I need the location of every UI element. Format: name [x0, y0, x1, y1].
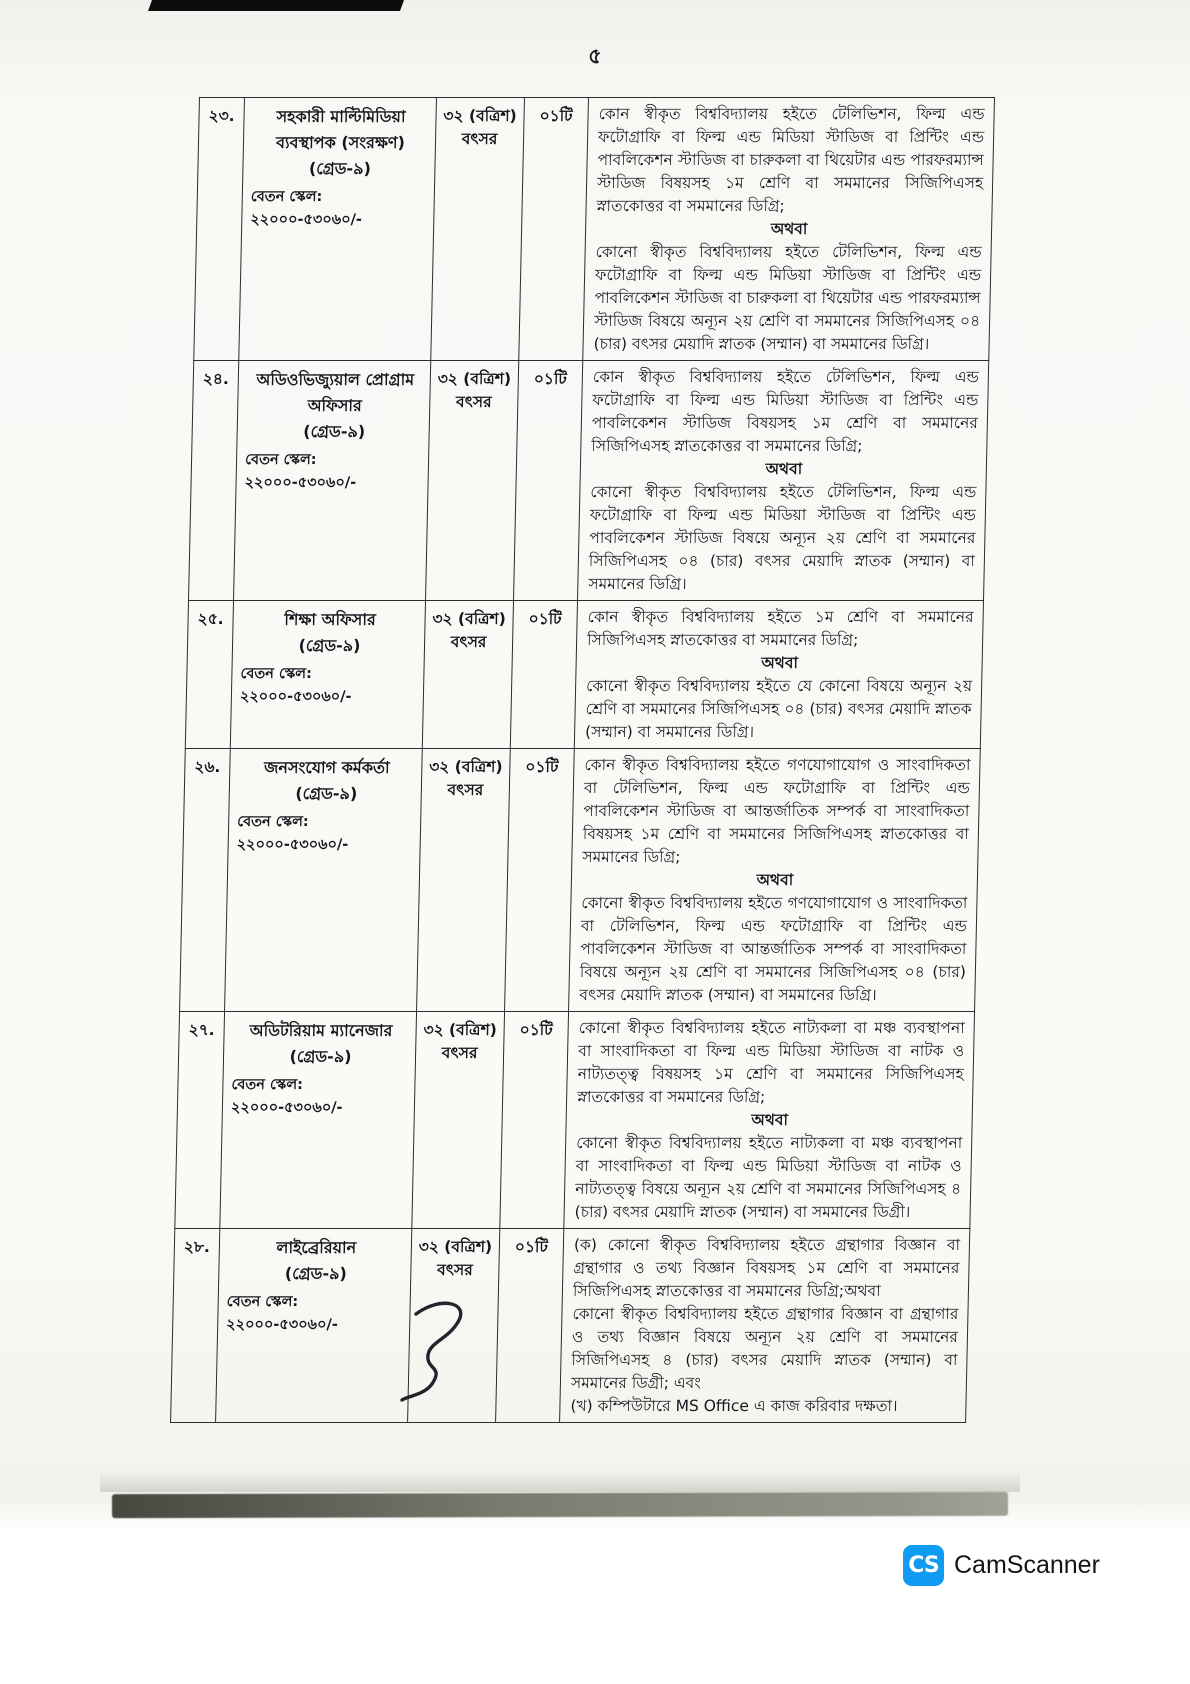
- table-row: [171, 1229, 970, 1423]
- age-cell: ৩২ (বত্রিশ) বৎসর: [422, 601, 513, 749]
- post-title: অডিওভিজ্যুয়াল প্রোগ্রাম অফিসার (গ্রেড-৯): [256, 370, 415, 441]
- serial-cell: ২৪.: [189, 361, 239, 601]
- post-count-cell: ০১টি: [500, 1012, 569, 1229]
- age-cell: ৩২ (বত্রিশ) বৎসর: [408, 1229, 500, 1423]
- post-count-cell: ০১টি: [496, 1229, 564, 1423]
- scan-shadow-bar: [112, 1492, 1008, 1518]
- pay-scale: বেতন স্কেল: ২২০০০-৫৩০৬০/-: [250, 189, 363, 228]
- serial-cell: ২৭.: [175, 1012, 225, 1229]
- qualification-text: (ক) কোনো স্বীকৃত বিশ্ববিদ্যালয় হইতে গ্রন্থাগার বিজ্ঞান বা গ্রন্থাগার ও তথ্য বিজ্ঞান বিষয়সহ ১ম শ্রেণি বা সমমানের সিজিপিএসহ স্নাতকোত্তর বা সমমানের ডিগ্রি;অথবা: [572, 1236, 961, 1300]
- or-separator: অথবা: [761, 654, 799, 672]
- post-cell: [230, 601, 425, 749]
- qualification-text: কোন স্বীকৃত বিশ্ববিদ্যালয় হইতে ১ম শ্রেণি বা সমমানের সিজিপিএসহ স্নাতকোত্তর বা সমমানের ডিগ্রি;: [586, 608, 974, 649]
- serial-cell: ২৮.: [171, 1229, 220, 1423]
- post-cell: [220, 1012, 417, 1229]
- post-count-cell: ০১টি: [514, 361, 583, 601]
- camscanner-wordmark: CamScanner: [954, 1551, 1100, 1579]
- age-cell: ৩২ (বত্রিশ) বৎসর: [431, 98, 525, 361]
- qualification-text: কোনো স্বীকৃত বিশ্ববিদ্যালয় হইতে টেলিভিশন, ফিল্ম এন্ড ফটোগ্রাফি বা ফিল্ম এন্ড মিডিয়া স্টাডিজ বা প্রিন্টিং এন্ড পাবলিকেশন স্টাডিজ বিষয়ে অন্যূন ২য় শ্রেণি বা সমমানের সিজিপিএসহ ০৪ (চার) বৎসর মেয়াদি স্নাতক (সম্মান) বা সমমানের ডিগ্রি।: [588, 483, 977, 593]
- qualification-text: কোনো স্বীকৃত বিশ্ববিদ্যালয় হইতে যে কোনো বিষয়ে অন্যূন ২য় শ্রেণি বা সমমানের সিজিপিএসহ ০৪ (চার) বৎসর মেয়াদি স্নাতক (সম্মান) বা সমমানের ডিগ্রি।: [584, 677, 973, 741]
- pay-scale: বেতন স্কেল: ২২০০০-৫৩০৬০/-: [244, 452, 357, 491]
- age-cell: ৩২ (বত্রিশ) বৎসর: [412, 1012, 505, 1229]
- pay-scale: বেতন স্কেল: ২২০০০-৫৩০৬০/-: [230, 1077, 343, 1116]
- post-cell: [234, 361, 431, 601]
- pay-scale: বেতন স্কেল: ২২০০০-৫৩০৬০/-: [236, 814, 349, 853]
- or-separator: অথবা: [751, 1111, 789, 1129]
- post-cell: [239, 98, 437, 361]
- qualification-cell: [560, 1229, 970, 1423]
- qualification-text: কোনো স্বীকৃত বিশ্ববিদ্যালয় হইতে নাট্যকলা বা মঞ্চ ব্যবস্থাপনা বা সাংবাদিকতা বা ফিল্ম এন্ড মিডিয়া স্টাডিজ বা নাটক ও নাট্যতত্ত্ব বিষয়ে অন্যূন ২য় শ্রেণি বা সমমানের সিজিপিএসহ ৪ (চার) বৎসর মেয়াদি স্নাতক (সম্মান) বা সমমানের ডিগ্রী।: [574, 1134, 963, 1221]
- serial-cell: ২৩.: [194, 98, 245, 361]
- qualification-text: কোনো স্বীকৃত বিশ্ববিদ্যালয় হইতে টেলিভিশন, ফিল্ম এন্ড ফটোগ্রাফি বা ফিল্ম এন্ড মিডিয়া স্টাডিজ বা প্রিন্টিং এন্ড পাবলিকেশন স্টাডিজ বা চারুকলা বা থিয়েটার এন্ড পারফরম্যান্স স্টাডিজ বিষয়ে অন্যূন ২য় শ্রেণি বা সমমানের সিজিপিএসহ ০৪ (চার) বৎসর মেয়াদি স্নাতক (সম্মান) বা সমমানের ডিগ্রি।: [593, 243, 982, 353]
- or-separator: অথবা: [770, 220, 808, 238]
- post-cell: [225, 749, 423, 1012]
- job-positions-table: [170, 97, 994, 1423]
- qualification-text: কোনো স্বীকৃত বিশ্ববিদ্যালয় হইতে গ্রন্থাগার বিজ্ঞান বা গ্রন্থাগার ও তথ্য বিজ্ঞান বিষয়ে অন্যূন ২য় শ্রেণি বা সমমানের সিজিপিএসহ ৪ (চার) বৎসর মেয়াদি স্নাতক (সম্মান) বা সমমানের ডিগ্রী; এবং: [570, 1305, 959, 1392]
- qualification-text: কোন স্বীকৃত বিশ্ববিদ্যালয় হইতে টেলিভিশন, ফিল্ম এন্ড ফটোগ্রাফি বা ফিল্ম এন্ড মিডিয়া স্টাডিজ বা প্রিন্টিং এন্ড পাবলিকেশন স্টাডিজ বিষয়সহ ১ম শ্রেণি বা সমমানের সিজিপিএসহ স্নাতকোত্তর বা সমমানের ডিগ্রি;: [591, 368, 980, 455]
- scan-shadow: [100, 1470, 1020, 1492]
- qualification-cell: [569, 749, 981, 1012]
- table-row: [185, 601, 983, 749]
- post-title: সহকারী মাল্টিমিডিয়া ব্যবস্থাপক (সংরক্ষণ) (গ্রেড-৯): [275, 107, 406, 178]
- qualification-cell: [574, 601, 983, 749]
- post-count-cell: ০১টি: [510, 601, 577, 749]
- table-row: [189, 361, 989, 601]
- qualification-text: (খ) কম্পিউটারে MS Office এ কাজ করিবার দক্ষতা।: [570, 1397, 898, 1415]
- age-cell: ৩২ (বত্রিশ) বৎসর: [417, 749, 511, 1012]
- table-row: [175, 1012, 975, 1229]
- qualification-cell: [578, 361, 989, 601]
- pay-scale: বেতন স্কেল: ২২০০০-৫৩০৬০/-: [226, 1294, 338, 1333]
- post-cell: [216, 1229, 412, 1423]
- qualification-cell: [564, 1012, 975, 1229]
- post-title: জনসংযোগ কর্মকর্তা (গ্রেড-৯): [263, 758, 390, 803]
- table-row: [194, 98, 995, 361]
- post-title: লাইব্রেরিয়ান (গ্রেড-৯): [276, 1238, 357, 1283]
- post-title: শিক্ষা অফিসার (গ্রেড-৯): [284, 610, 376, 655]
- qualification-cell: [583, 98, 995, 361]
- age-cell: ৩২ (বত্রিশ) বৎসর: [426, 361, 519, 601]
- camscanner-logo-icon: CS: [903, 1545, 944, 1586]
- qualification-text: কোন স্বীকৃত বিশ্ববিদ্যালয় হইতে টেলিভিশন, ফিল্ম এন্ড ফটোগ্রাফি বা ফিল্ম এন্ড মিডিয়া স্টাডিজ বা প্রিন্টিং এন্ড পাবলিকেশন স্টাডিজ বা চারুকলা বা থিয়েটার এন্ড পারফরম্যান্স স্টাডিজ বিষয়সহ ১ম শ্রেণি বা সমমানের সিজিপিএসহ স্নাতকোত্তর বা সমমানের ডিগ্রি;: [596, 105, 985, 215]
- scan-artifact-bar: [148, 0, 404, 11]
- handwritten-signature: [388, 1292, 508, 1406]
- post-count-cell: ০১টি: [519, 98, 589, 361]
- post-title: অডিটরিয়াম ম্যানেজার (গ্রেড-৯): [249, 1021, 393, 1066]
- or-separator: অথবা: [756, 871, 794, 889]
- or-separator: অথবা: [765, 460, 803, 478]
- serial-cell: ২৫.: [185, 601, 233, 749]
- qualification-text: কোনো স্বীকৃত বিশ্ববিদ্যালয় হইতে নাট্যকলা বা মঞ্চ ব্যবস্থাপনা বা সাংবাদিকতা বা ফিল্ম এন্ড মিডিয়া স্টাডিজ বা নাটক ও নাট্যতত্ত্ব বিষয়সহ ১ম শ্রেণি বা সমমানের সিজিপিএসহ স্নাতকোত্তর বা সমমানের ডিগ্রি;: [576, 1019, 965, 1106]
- serial-cell: ২৬.: [180, 749, 231, 1012]
- qualification-text: কোনো স্বীকৃত বিশ্ববিদ্যালয় হইতে গণযোগাযোগ ও সাংবাদিকতা বা টেলিভিশন, ফিল্ম এন্ড ফটোগ্রাফি বা প্রিন্টিং এন্ড পাবলিকেশন স্টাডিজ বা আন্তর্জাতিক সম্পর্ক বা সাংবাদিকতা বিষয়ে অন্যূন ২য় শ্রেণি বা সমমানের সিজিপিএসহ ০৪ (চার) বৎসর মেয়াদি স্নাতক (সম্মান) বা সমমানের ডিগ্রি।: [579, 894, 968, 1004]
- table-row: [180, 749, 981, 1012]
- pay-scale: বেতন স্কেল: ২২০০০-৫৩০৬০/-: [239, 666, 352, 705]
- qualification-text: কোন স্বীকৃত বিশ্ববিদ্যালয় হইতে গণযোগাযোগ ও সাংবাদিকতা বা টেলিভিশন, ফিল্ম এন্ড ফটোগ্রাফি বা প্রিন্টিং এন্ড পাবলিকেশন স্টাডিজ বা আন্তর্জাতিক সম্পর্ক বা সাংবাদিকতা বিষয়সহ ১ম শ্রেণি বা সমমানের সিজিপিএসহ স্নাতকোত্তর বা সমমানের ডিগ্রি;: [582, 756, 971, 866]
- post-count-cell: ০১টি: [505, 749, 575, 1012]
- page-number: ৫: [588, 44, 602, 68]
